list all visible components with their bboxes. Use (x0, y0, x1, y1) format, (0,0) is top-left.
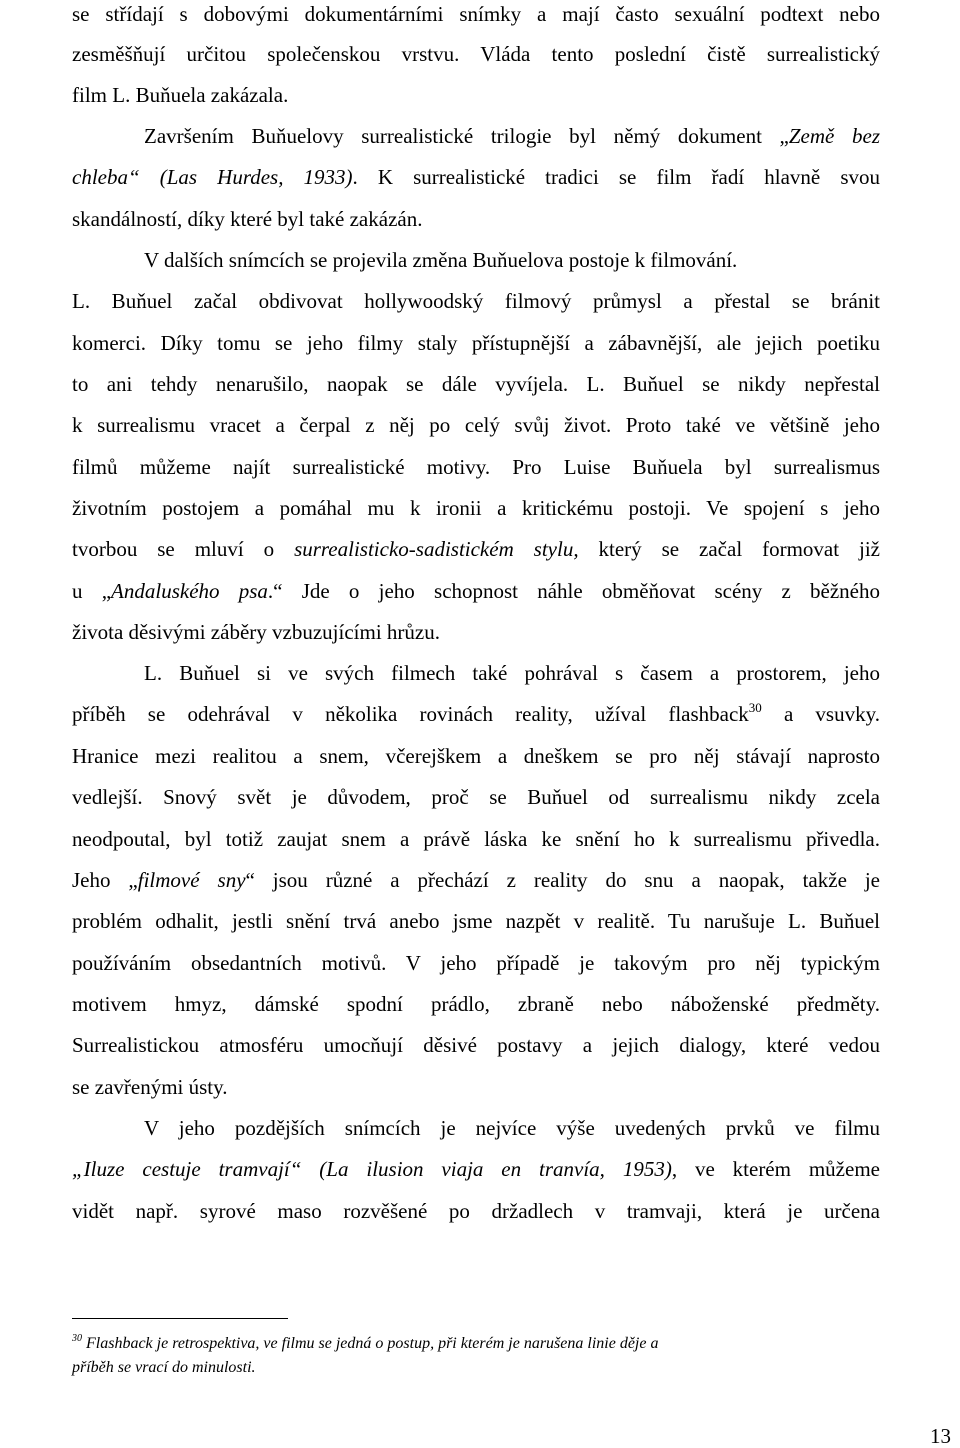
page-number: 13 (930, 1424, 951, 1448)
body-line: L. Buňuel si ve svých filmech také pohrával s časem a prostorem, jeho (144, 661, 880, 685)
body-line: vedlejší. Snový svět je důvodem, proč se Buňuel od surrealismu nikdy zcela (72, 785, 880, 809)
body-line: používáním obsedantních motivů. V jeho případě je takovým pro něj typickým (72, 951, 880, 975)
body-line: zesměšňují určitou společenskou vrstvu. Vláda tento poslední čistě surrealistický (72, 42, 880, 66)
body-line: motivem hmyz, dámské spodní prádlo, zbraně nebo náboženské předměty. (72, 992, 880, 1016)
body-line: neodpoutal, byl totiž zaujat snem a právě láska ke snění ho k surrealismu přivedla. (72, 827, 880, 851)
body-line: to ani tehdy nenarušilo, naopak se dále vyvíjela. L. Buňuel se nikdy nepřestal (72, 372, 880, 396)
body-line: V jeho pozdějších snímcích je nejvíce výše uvedených prvků ve filmu (144, 1116, 880, 1140)
body-line (72, 163, 880, 191)
footnote-separator (72, 1318, 288, 1319)
text-run: u „ (72, 579, 112, 603)
body-line: se zavřenými ústy. (72, 1075, 228, 1099)
text-run: “ jsou různé a přechází z reality do snu a naopak, takže je (245, 868, 880, 892)
emphasis: surrealisticko-sadistickém stylu, (294, 537, 579, 561)
text-run: . K surrealistické tradici se film řadí hlavně svou (352, 165, 880, 189)
body-line (72, 1155, 880, 1183)
film-title: Země bez (788, 124, 880, 148)
body-line (72, 577, 880, 605)
text-run: a vsuvky. (761, 702, 880, 726)
body-line (72, 700, 880, 728)
film-title: chleba“ (Las Hurdes, 1933) (72, 165, 353, 189)
text-run: který se začal formovat již (578, 537, 880, 561)
body-line: k surrealismu vracet a čerpal z něj po celý svůj život. Proto také ve většině jeho (72, 413, 880, 437)
body-line (72, 535, 880, 563)
text-run: tvorbou se mluví o (72, 537, 295, 561)
text-run: , ve kterém můžeme (671, 1157, 880, 1181)
body-line: filmů můžeme najít surrealistické motivy. Pro Luise Buňuela byl surrealismus (72, 455, 880, 479)
text-run: Jeho „ (72, 868, 138, 892)
body-line: vidět např. syrové maso rozvěšené po držadlech v tramvaji, která je určena (72, 1199, 880, 1223)
body-line: L. Buňuel začal obdivovat hollywoodský filmový průmysl a přestal se bránit (72, 289, 880, 313)
footnote-reference: 30 (748, 700, 762, 715)
body-line: problém odhalit, jestli snění trvá anebo jsme nazpět v realitě. Tu narušuje L. Buňuel (72, 909, 880, 933)
body-line: životním postojem a pomáhal mu k ironii a kritickému postoji. Ve spojení s jeho (72, 496, 880, 520)
film-title: „Iluze cestuje tramvají“ (La ilusion viaja en tranvía, 1953) (72, 1157, 672, 1181)
body-line: života děsivými záběry vzbuzujícími hrůzu. (72, 620, 440, 644)
body-line (72, 122, 880, 150)
body-line: komerci. Díky tomu se jeho filmy staly přístupnější a zábavnější, ale jejich poetiku (72, 331, 880, 355)
emphasis: filmové sny (137, 868, 246, 892)
body-line: Hranice mezi realitou a snem, včerejškem a dneškem se pro něj stávají naprosto (72, 744, 880, 768)
footnote-line: příběh se vrací do minulosti. (72, 1359, 256, 1376)
body-line: Surrealistickou atmosféru umocňují děsivé postavy a jejich dialogy, které vedou (72, 1033, 880, 1057)
text-run: .“ Jde o jeho schopnost náhle obměňovat scény z běžného (267, 579, 880, 603)
body-line (72, 866, 880, 894)
text-run: Završením Buňuelovy surrealistické trilogie byl němý dokument „ (144, 124, 789, 148)
text-run: příběh se odehrával v několika rovinách reality, užíval flashback (72, 702, 749, 726)
footnote-text: Flashback je retrospektiva, ve filmu se jedná o postup, při kterém je narušena linie děje a (82, 1335, 659, 1352)
film-title: Andaluského psa (111, 579, 268, 603)
footnote-number: 30 (72, 1333, 82, 1344)
body-line: se střídají s dobovými dokumentárními snímky a mají často sexuální podtext nebo (72, 2, 880, 26)
body-line: skandálností, díky které byl také zakázán. (72, 207, 423, 231)
body-line: V dalších snímcích se projevila změna Buňuelova postoje k filmování. (144, 248, 738, 272)
body-line: film L. Buňuela zakázala. (72, 83, 289, 107)
footnote-line (72, 1333, 658, 1355)
